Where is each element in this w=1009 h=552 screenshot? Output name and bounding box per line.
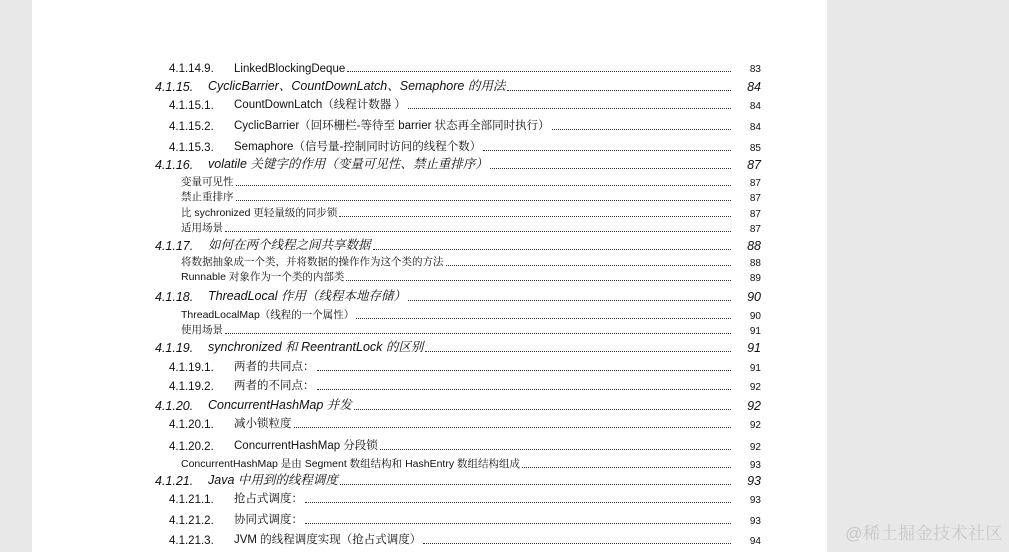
toc-entry-title bbox=[234, 490, 731, 506]
toc-entry[interactable] bbox=[32, 379, 827, 395]
toc-entry-title bbox=[234, 511, 731, 527]
toc-leader-dots bbox=[380, 449, 731, 450]
toc-entry-page-number: 85 bbox=[749, 143, 761, 154]
toc-entry[interactable] bbox=[32, 492, 827, 508]
toc-entry-text: 减小锁粒度 bbox=[234, 418, 292, 430]
toc-leader-dots bbox=[354, 409, 731, 410]
toc-entry-text: 抢占式调度： bbox=[234, 493, 303, 505]
toc-entry-page-number: 94 bbox=[749, 536, 761, 547]
toc-entry-text: 如何在两个线程之间共享数据 bbox=[208, 238, 371, 252]
toc-entry[interactable] bbox=[32, 270, 827, 286]
toc-entry-title bbox=[181, 174, 731, 189]
toc-entry-title bbox=[208, 154, 731, 172]
document-page bbox=[32, 0, 827, 552]
toc-entry-title bbox=[181, 254, 731, 269]
toc-entry[interactable] bbox=[32, 190, 827, 206]
toc-leader-dots bbox=[305, 502, 731, 503]
toc-leader-dots bbox=[340, 484, 731, 485]
toc-leader-dots bbox=[425, 351, 731, 352]
toc-entry-page-number: 90 bbox=[747, 290, 761, 304]
watermark: @稀土掘金技术社区 bbox=[845, 524, 1003, 543]
toc-entry[interactable] bbox=[32, 417, 827, 433]
toc-entry-title bbox=[181, 322, 731, 337]
toc-entry[interactable] bbox=[32, 80, 827, 96]
toc-entry-text: JVM 的线程调度实现（抢占式调度） bbox=[234, 534, 422, 546]
toc-entry-text: CountDownLatch（线程计数器 ） bbox=[234, 99, 406, 111]
toc-entry[interactable] bbox=[32, 61, 827, 77]
toc-leader-dots bbox=[483, 150, 731, 151]
toc-entry-number: 4.1.20.1. bbox=[169, 419, 214, 431]
toc-entry-number: 4.1.15.1. bbox=[169, 100, 214, 112]
toc-entry-title bbox=[181, 307, 731, 322]
toc-entry-text: ConcurrentHashMap 是由 Segment 数组结构和 HashEntry 数组结构组成 bbox=[181, 458, 521, 470]
toc-entry-page-number: 84 bbox=[749, 122, 761, 133]
toc-entry[interactable] bbox=[32, 98, 827, 114]
toc-leader-dots bbox=[490, 168, 731, 169]
toc-entry-number: 4.1.14.9. bbox=[169, 63, 214, 75]
toc-entry[interactable] bbox=[32, 399, 827, 415]
toc-entry-title bbox=[234, 437, 731, 453]
toc-leader-dots bbox=[225, 333, 731, 334]
toc-entry[interactable] bbox=[32, 290, 827, 306]
toc-entry-page-number: 87 bbox=[749, 224, 761, 235]
toc-entry-number: 4.1.15.2. bbox=[169, 121, 214, 133]
toc-entry-text: CyclicBarrier（回环栅栏-等待至 barrier 状态再全部同时执行） bbox=[234, 120, 550, 132]
toc-entry-text: Semaphore（信号量-控制同时访问的线程个数） bbox=[234, 141, 482, 153]
toc-entry-title bbox=[181, 220, 731, 235]
toc-entry-title bbox=[234, 117, 731, 133]
toc-entry-text: ThreadLocal 作用（线程本地存储） bbox=[208, 289, 406, 303]
toc-entry-text: ConcurrentHashMap 并发 bbox=[208, 398, 352, 412]
toc-leader-dots bbox=[446, 265, 732, 266]
toc-entry-page-number: 88 bbox=[747, 239, 761, 253]
toc-entry-title bbox=[234, 138, 731, 154]
toc-leader-dots bbox=[317, 389, 732, 390]
toc-entry-text: 两者的不同点： bbox=[234, 380, 315, 392]
toc-entry-number: 4.1.15.3. bbox=[169, 142, 214, 154]
toc-entry-number: 4.1.20. bbox=[155, 399, 194, 413]
toc-entry-number: 4.1.19. bbox=[155, 341, 194, 355]
toc-entry-title bbox=[181, 205, 731, 220]
toc-entry-page-number: 87 bbox=[749, 178, 761, 189]
toc-entry-title bbox=[234, 358, 731, 374]
toc-entry-text: 比 sychronized 更轻量级的同步锁 bbox=[181, 207, 338, 219]
toc-entry-number: 4.1.17. bbox=[155, 239, 194, 253]
toc-entry-page-number: 92 bbox=[749, 382, 761, 393]
toc-leader-dots bbox=[294, 427, 732, 428]
toc-entry-title bbox=[181, 456, 731, 471]
toc-entry-number: 4.1.16. bbox=[155, 158, 194, 172]
toc-leader-dots bbox=[305, 523, 731, 524]
table-of-contents bbox=[32, 0, 827, 552]
toc-entry-text: volatile 关键字的作用（变量可见性、禁止重排序） bbox=[208, 157, 488, 171]
toc-entry-number: 4.1.21.2. bbox=[169, 515, 214, 527]
toc-entry-text: ThreadLocalMap（线程的一个属性） bbox=[181, 309, 355, 321]
toc-entry-title bbox=[234, 377, 731, 393]
toc-entry-text: synchronized 和 ReentrantLock 的区别 bbox=[208, 340, 424, 354]
toc-entry-text: Runnable 对象作为一个类的内部类 bbox=[181, 271, 345, 283]
toc-entry-title bbox=[208, 337, 731, 355]
toc-entry-number: 4.1.18. bbox=[155, 290, 194, 304]
toc-entry-number: 4.1.20.2. bbox=[169, 441, 214, 453]
toc-entry-title bbox=[208, 286, 731, 304]
toc-leader-dots bbox=[236, 200, 732, 201]
toc-entry[interactable] bbox=[32, 439, 827, 455]
toc-entry-text: 适用场景 bbox=[181, 222, 223, 234]
toc-entry-text: 协同式调度： bbox=[234, 514, 303, 526]
toc-entry-title bbox=[234, 63, 731, 75]
toc-leader-dots bbox=[408, 108, 731, 109]
toc-entry-page-number: 90 bbox=[749, 311, 761, 322]
toc-leader-dots bbox=[423, 543, 731, 544]
toc-entry-number: 4.1.19.1. bbox=[169, 362, 214, 374]
toc-entry-number: 4.1.21. bbox=[155, 474, 194, 488]
toc-entry-title bbox=[208, 76, 731, 94]
toc-entry-title bbox=[181, 189, 731, 204]
toc-entry-text: 变量可见性 bbox=[181, 176, 234, 188]
toc-entry-title bbox=[208, 470, 731, 488]
toc-leader-dots bbox=[339, 216, 731, 217]
toc-leader-dots bbox=[552, 129, 731, 130]
toc-entry-page-number: 89 bbox=[749, 273, 761, 284]
toc-entry-number: 4.1.19.2. bbox=[169, 381, 214, 393]
toc-entry-page-number: 93 bbox=[749, 516, 761, 527]
toc-entry-page-number: 91 bbox=[749, 326, 761, 337]
toc-entry-number: 4.1.21.3. bbox=[169, 535, 214, 547]
toc-leader-dots bbox=[522, 467, 731, 468]
toc-leader-dots bbox=[507, 90, 731, 91]
toc-entry[interactable] bbox=[32, 119, 827, 135]
toc-leader-dots bbox=[225, 231, 731, 232]
toc-leader-dots bbox=[236, 185, 732, 186]
toc-entry-page-number: 93 bbox=[749, 495, 761, 506]
toc-entry-text: LinkedBlockingDeque bbox=[234, 63, 346, 75]
toc-entry-page-number: 92 bbox=[747, 399, 761, 413]
toc-entry-text: Java 中用到的线程调度 bbox=[208, 473, 338, 487]
toc-entry-text: CyclicBarrier、CountDownLatch、Semaphore 的用法 bbox=[208, 79, 506, 93]
toc-entry[interactable] bbox=[32, 341, 827, 357]
toc-entry-title bbox=[234, 96, 731, 112]
toc-entry-page-number: 92 bbox=[749, 420, 761, 431]
toc-entry-page-number: 87 bbox=[749, 209, 761, 220]
toc-entry-title bbox=[208, 395, 731, 413]
toc-entry-text: 禁止重排序 bbox=[181, 191, 234, 203]
toc-entry-page-number: 91 bbox=[747, 341, 761, 355]
toc-entry-page-number: 83 bbox=[749, 64, 761, 75]
toc-leader-dots bbox=[373, 249, 731, 250]
toc-leader-dots bbox=[408, 300, 731, 301]
toc-entry-page-number: 84 bbox=[747, 80, 761, 94]
toc-entry-page-number: 92 bbox=[749, 442, 761, 453]
toc-entry[interactable] bbox=[32, 474, 827, 490]
toc-entry[interactable] bbox=[32, 513, 827, 529]
toc-leader-dots bbox=[347, 71, 731, 72]
toc-entry[interactable] bbox=[32, 533, 827, 549]
toc-entry-number: 4.1.15. bbox=[155, 80, 194, 94]
toc-entry-page-number: 84 bbox=[749, 101, 761, 112]
toc-leader-dots bbox=[346, 280, 731, 281]
toc-entry-text: 使用场景 bbox=[181, 324, 223, 336]
toc-entry-page-number: 87 bbox=[749, 193, 761, 204]
toc-entry-text: ConcurrentHashMap 分段锁 bbox=[234, 440, 378, 452]
toc-entry-number: 4.1.21.1. bbox=[169, 494, 214, 506]
toc-entry-page-number: 88 bbox=[749, 258, 761, 269]
toc-entry[interactable] bbox=[32, 360, 827, 376]
toc-entry-title bbox=[208, 235, 731, 253]
toc-entry-title bbox=[234, 415, 731, 431]
toc-entry-page-number: 93 bbox=[747, 474, 761, 488]
toc-leader-dots bbox=[317, 370, 732, 371]
toc-leader-dots bbox=[356, 318, 731, 319]
toc-entry[interactable] bbox=[32, 158, 827, 174]
toc-entry-title bbox=[234, 531, 731, 547]
toc-entry[interactable] bbox=[32, 239, 827, 255]
toc-entry-title bbox=[181, 269, 731, 284]
toc-entry-page-number: 87 bbox=[747, 158, 761, 172]
toc-entry-text: 将数据抽象成一个类，并将数据的操作作为这个类的方法 bbox=[181, 256, 444, 268]
toc-entry-text: 两者的共同点： bbox=[234, 361, 315, 373]
toc-entry-page-number: 91 bbox=[749, 363, 761, 374]
toc-entry-page-number: 93 bbox=[749, 460, 761, 471]
